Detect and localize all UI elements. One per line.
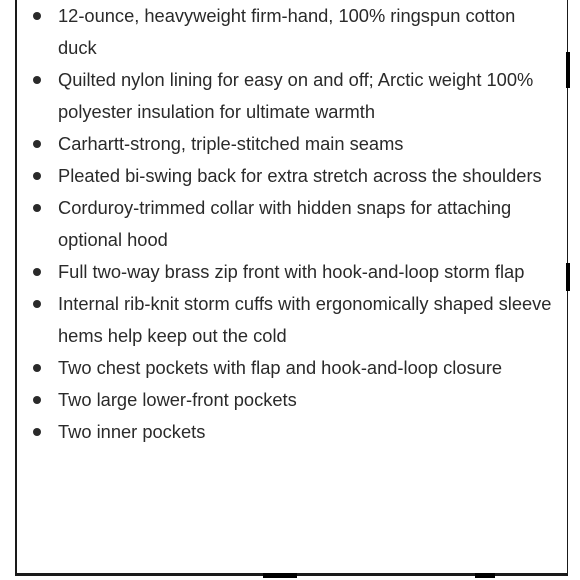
edge-mark: [263, 573, 297, 578]
list-item: [26, 288, 556, 352]
bullet-icon: [33, 140, 41, 148]
feature-text: Corduroy-trimmed collar with hidden snaps for attaching optional hood: [58, 197, 512, 250]
bullet-icon: [33, 172, 41, 180]
feature-text: 12-ounce, heavyweight firm-hand, 100% ringspun cotton duck: [58, 5, 516, 58]
feature-text: Two inner pockets: [58, 421, 206, 442]
edge-mark: [475, 573, 495, 578]
list-item: [26, 64, 556, 128]
list-item: [26, 256, 556, 288]
list-item: [26, 192, 556, 256]
feature-text: Two chest pockets with flap and hook-and-loop closure: [58, 357, 503, 378]
list-item: [26, 352, 556, 384]
edge-mark: [566, 52, 570, 88]
edge-mark: [566, 263, 570, 291]
bullet-icon: [33, 204, 41, 212]
bullet-icon: [33, 12, 41, 20]
feature-text: Carhartt-strong, triple-stitched main seams: [58, 133, 404, 154]
feature-text: Pleated bi-swing back for extra stretch across the shoulders: [58, 165, 542, 186]
list-item: [26, 160, 556, 192]
feature-text: Internal rib-knit storm cuffs with ergonomically shaped sleeve hems help keep out the cold: [58, 293, 552, 346]
bullet-icon: [33, 428, 41, 436]
list-item: [26, 0, 556, 64]
list-item: [26, 384, 556, 416]
bullet-icon: [33, 76, 41, 84]
bullet-icon: [33, 300, 41, 308]
feature-text: Full two-way brass zip front with hook-and-loop storm flap: [58, 261, 525, 282]
bullet-icon: [33, 364, 41, 372]
feature-list: [26, 0, 556, 448]
bullet-icon: [33, 396, 41, 404]
feature-text: Quilted nylon lining for easy on and off; Arctic weight 100% polyester insulation for ultimate warmth: [58, 69, 534, 122]
list-item: [26, 416, 556, 448]
list-item: [26, 128, 556, 160]
bullet-icon: [33, 268, 41, 276]
feature-text: Two large lower-front pockets: [58, 389, 297, 410]
